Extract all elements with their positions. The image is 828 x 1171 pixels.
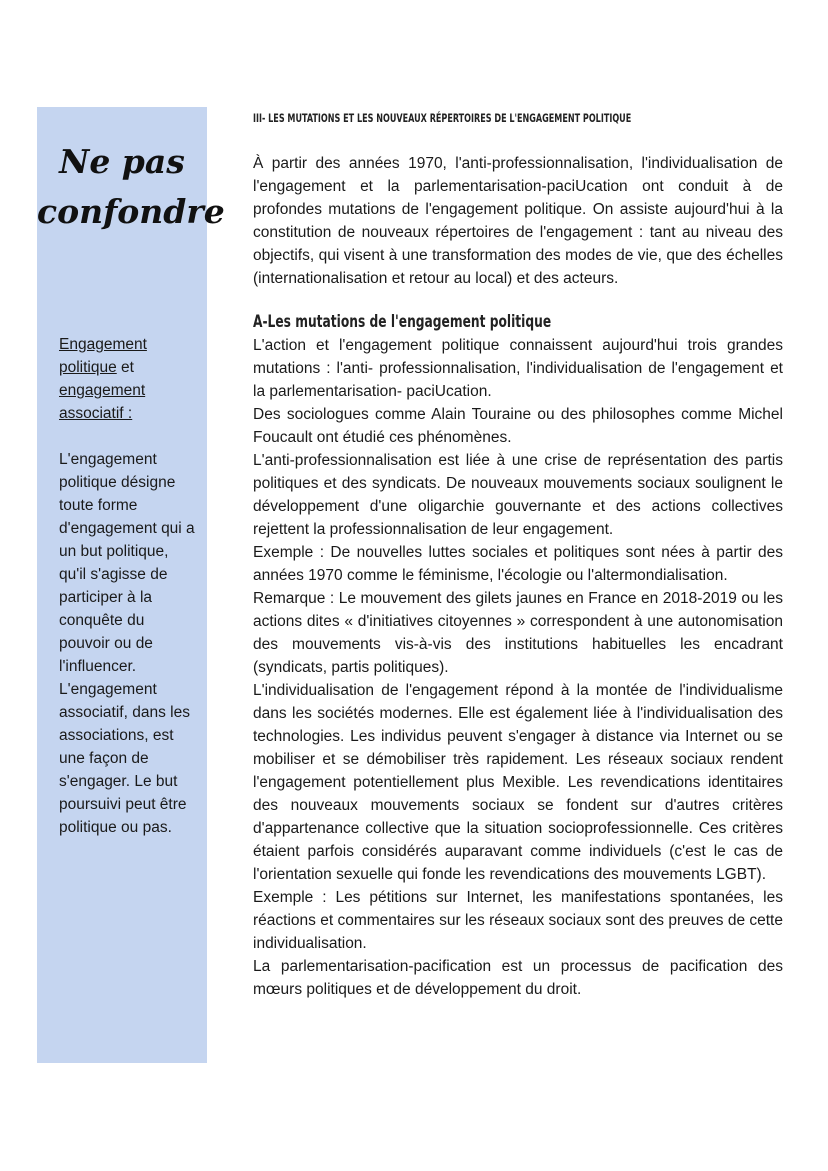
body-paragraph: L'individualisation de l'engagement répond à la montée de l'individualisme dans les sociétés modernes. Elle est également liée à l'individualisation des technologies. Les individus peuvent s'engager à distance via Internet ou se mobiliser et se démobiliser très rapidement. Les réseaux sociaux rendent l'engagement potentiellement plus Mexible. Les revendications identitaires des nouveaux mouvements sociaux se fondent sur d'autres critères d'appartenance collective que la situation socioprofessionnelle. Ces critères étaient parfois considérés auparavant comme individuels (c'est le cas de l'orientation sexuelle qui fonde les revendications des mouvements LGBT).	[253, 682, 783, 883]
sidebar-term-heading	[59, 333, 199, 425]
intro-paragraph: À partir des années 1970, l'anti-professionnalisation, l'individualisation de l'engagement et la parlementarisation-paciUcation ont conduit à de profondes mutations de l'engagement politique. On assiste aujourd'hui à la constitution de nouveaux répertoires de l'engagement : tant au niveau des objectifs, qui visent à une transformation des modes de vie, que des échelles (internationalisation et retour au local) et des acteurs.	[253, 155, 783, 287]
sidebar-box	[37, 107, 225, 1063]
sidebar-definition-text: L'engagement politique désigne toute forme d'engagement qui a un but politique, qu'il s'agisse de participer à la conquête du pouvoir ou de l'influencer. L'engagement associatif, dans les associations, est une façon de s'engager. Le but poursuivi peut être politique ou pas.	[59, 451, 195, 836]
body-paragraph: Des sociologues comme Alain Touraine ou des philosophes comme Michel Foucault ont étudié ces phénomènes.	[253, 406, 783, 446]
main-content	[253, 110, 783, 1001]
body-paragraph: Exemple : Les pétitions sur Internet, les manifestations spontanées, les réactions et commentaires sur les réseaux sociaux sont des preuves de cette individualisation.	[253, 889, 783, 952]
term-engagement-associatif-b: associatif :	[59, 405, 133, 422]
term-engagement-associatif-a: engagement	[59, 382, 146, 399]
section-title: III- LES MUTATIONS ET LES NOUVEAUX RÉPERTOIRES DE L'ENGAGEMENT POLITIQUE	[253, 111, 632, 125]
sidebar-definition-block	[59, 333, 199, 839]
body-paragraph: L'anti-professionnalisation est liée à une crise de représentation des partis politiques et des syndicats. De nouveaux mouvements sociaux soulignent le développement d'une oligarchie gouvernante et des actions collectives rejettent la professionnalisation de leur engagement.	[253, 452, 783, 538]
body-paragraph: Remarque : Le mouvement des gilets jaunes en France en 2018-2019 ou les actions dites « d'initiatives citoyennes » correspondent à une autonomisation des mouvements vis-à-vis des institutions habituelles les encadrant (syndicats, partis politiques).	[253, 590, 783, 676]
sidebar-title-line1: Ne pas	[59, 142, 185, 181]
term-and: et	[116, 359, 134, 376]
term-engagement-politique-b: politique	[59, 359, 117, 376]
term-engagement-politique-a: Engagement	[59, 336, 147, 353]
body-text	[253, 334, 783, 1001]
body-paragraph: La parlementarisation-pacification est un processus de pacification des mœurs politiques et de développement du droit.	[253, 958, 783, 998]
sidebar-title-line2: confondre	[37, 192, 225, 231]
subsection-title: A-Les mutations de l'engagement politique	[253, 312, 552, 332]
sidebar-title	[37, 137, 225, 237]
body-paragraph: Exemple : De nouvelles luttes sociales et politiques sont nées à partir des années 1970 comme le féminisme, l'écologie ou l'altermondialisation.	[253, 544, 783, 584]
body-paragraph: L'action et l'engagement politique connaissent aujourd'hui trois grandes mutations : l'anti- professionnalisation, l'individualisation de l'engagement et la parlementarisation- paciUcation.	[253, 337, 783, 400]
